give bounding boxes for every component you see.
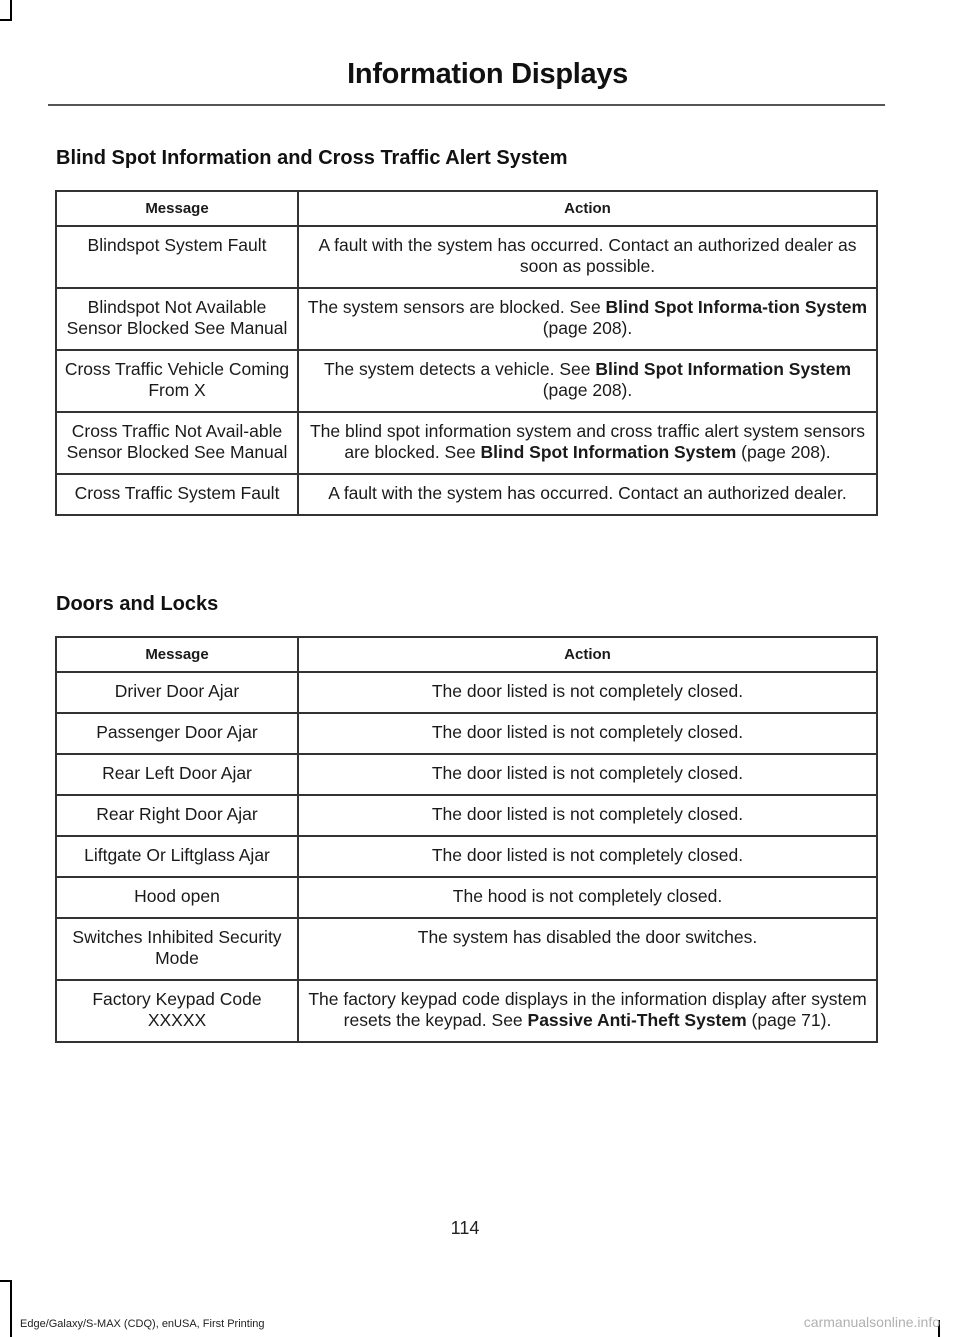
message-cell: Switches Inhibited Security Mode [56,918,298,980]
action-text: (page 208). [542,318,633,338]
action-cell [298,713,877,754]
action-text: The door listed is not completely closed. [431,804,744,824]
action-text: A fault with the system has occurred. Contact an authorized dealer as soon as possible. [318,235,857,276]
action-text: The system sensors are blocked. See [307,297,606,317]
action-text: A fault with the system has occurred. Contact an authorized dealer. [328,483,847,503]
cross-reference-text: Blind Spot Information System [480,442,737,462]
action-cell [298,754,877,795]
action-text: The blind spot information system and cross traffic alert system sensors are blocked. See [309,421,866,462]
cross-reference-text: Blind Spot Informa-tion System [605,297,868,317]
column-header-action: Action [298,637,877,672]
watermark-text: carmanualsonline.info [803,1314,940,1330]
table-row [56,672,877,713]
action-cell [298,412,877,474]
table-row [56,350,877,412]
section-title-blind-spot: Blind Spot Information and Cross Traffic Alert System [56,147,568,169]
action-text: The door listed is not completely closed. [431,845,744,865]
action-text: (page 208). [736,442,831,462]
doors-locks-table-body [56,672,877,1042]
action-cell [298,795,877,836]
action-cell [298,918,877,980]
message-cell: Cross Traffic Vehicle Coming From X [56,350,298,412]
action-cell [298,672,877,713]
column-header-message: Message [56,191,298,226]
table-row [56,288,877,350]
cross-reference-text: Passive Anti-Theft System [527,1010,747,1030]
table-row [56,836,877,877]
section-title-doors-locks: Doors and Locks [56,593,219,615]
message-cell: Factory Keypad Code XXXXX [56,980,298,1042]
message-cell: Rear Right Door Ajar [56,795,298,836]
message-cell: Blindspot Not Available Sensor Blocked See Manual [56,288,298,350]
crop-mark-top-left-v [10,0,12,20]
crop-mark-top-left-h [0,19,12,21]
action-cell [298,350,877,412]
action-text: The hood is not completely closed. [452,886,723,906]
column-header-action: Action [298,191,877,226]
crop-mark-bottom-left-v [10,1280,12,1337]
table-row [56,877,877,918]
message-cell: Driver Door Ajar [56,672,298,713]
table-header-row [56,191,877,226]
table-row [56,980,877,1042]
table-header-row [56,637,877,672]
header-divider [48,104,885,106]
blind-spot-table-body [56,226,877,515]
action-cell [298,877,877,918]
table-row [56,918,877,980]
table-row [56,474,877,515]
message-cell: Blindspot System Fault [56,226,298,288]
footer-edition-text: Edge/Galaxy/S-MAX (CDQ), enUSA, First Printing [20,1318,265,1330]
action-text: (page 208). [542,380,633,400]
action-cell [298,836,877,877]
crop-mark-bottom-left-h [0,1280,12,1282]
table-row [56,226,877,288]
table-row [56,754,877,795]
table-row [56,795,877,836]
action-cell [298,980,877,1042]
message-cell: Passenger Door Ajar [56,713,298,754]
action-text: The system detects a vehicle. See [323,359,596,379]
message-cell: Cross Traffic System Fault [56,474,298,515]
action-cell [298,474,877,515]
action-text: The factory keypad code displays in the information display after system resets the keypad. See [308,989,867,1030]
message-cell: Rear Left Door Ajar [56,754,298,795]
table-row [56,412,877,474]
action-text: The system has disabled the door switches. [417,927,758,947]
page-number: 114 [450,1218,480,1238]
action-cell [298,226,877,288]
doors-locks-messages-table [55,636,878,1043]
table-row [56,713,877,754]
action-text: The door listed is not completely closed. [431,681,744,701]
message-cell: Cross Traffic Not Avail-able Sensor Blocked See Manual [56,412,298,474]
action-text: The door listed is not completely closed. [431,722,744,742]
column-header-message: Message [56,637,298,672]
page-header-title: Information Displays [347,58,628,90]
cross-reference-text: Blind Spot Information System [595,359,852,379]
action-cell [298,288,877,350]
message-cell: Liftgate Or Liftglass Ajar [56,836,298,877]
action-text: (page 71). [746,1010,832,1030]
message-cell: Hood open [56,877,298,918]
action-text: The door listed is not completely closed. [431,763,744,783]
blind-spot-messages-table [55,190,878,516]
